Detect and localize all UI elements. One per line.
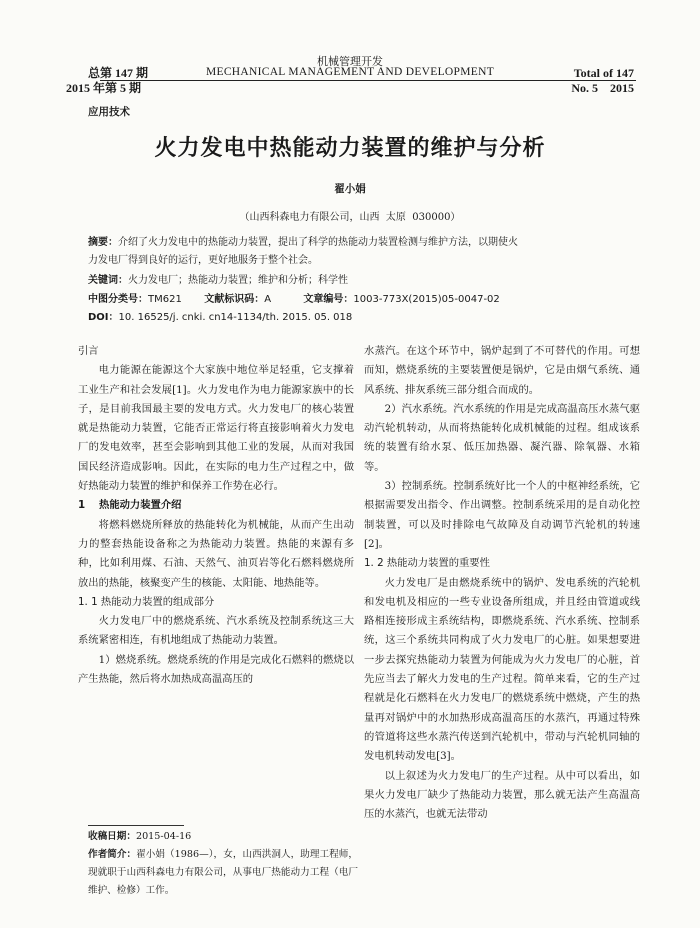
keywords-line <box>88 272 628 290</box>
intro-paragraph: 电力能源在能源这个大家族中地位举足轻重，它支撑着工业生产和社会发展[1]。火力发电作为电力能源家族中的长子，是目前我国最主要的发电方式。火力发电厂的核心装置就是热能动力装置，它能否正常运行将直接影响着火力发电厂的发电效率，甚至会影响到其他工业的发展，从而对我国国民经济造成影响。因此，在实际的电力生产过程之中，做好热能动力装置的维护和保养工作势在必行。 <box>78 364 354 493</box>
received-date <box>88 828 358 846</box>
abstract-line-1 <box>88 234 628 252</box>
author-bio-text: 翟小娟（1986—），女，山西洪洞人，助理工程师，现就职于山西科森电力有限公司，从事电厂热能动力工程（电厂维护、检修）工作。 <box>88 849 358 896</box>
right-column <box>364 342 640 824</box>
footnote-rule <box>88 825 184 826</box>
issue-total-en: Total of 147 <box>573 66 634 80</box>
clc-code: TM621 <box>148 294 182 305</box>
abstract-label: 摘要： <box>88 237 118 248</box>
steam-water-system-paragraph: 2）汽水系统。汽水系统的作用是完成高温高压水蒸气驱动汽轮机转动，从而将热能转化成机械能的过程。组成该系统的装置有给水泵、低压加热器、凝汽器、除氧器、水箱等。 <box>364 402 640 473</box>
section-label: 应用技术 <box>88 106 130 118</box>
doc-code: A <box>264 294 272 305</box>
keywords-text: 火力发电厂；热能动力装置；维护和分析；科学性 <box>128 275 348 286</box>
author-bio-label: 作者简介： <box>88 849 137 860</box>
production-process-paragraph: 以上叙述为火力发电厂的生产过程。从中可以看出，如果火力发电厂缺少了热能动力装置，那么就无法产生高温高压的水蒸汽，也就无法带动 <box>364 769 640 821</box>
keywords-label: 关键词： <box>88 275 128 286</box>
issue-number-en: No. 5 2015 <box>571 81 634 95</box>
section-1-1-paragraph: 火力发电厂中的燃烧系统、汽水系统及控制系统这三大系统紧密相连，有机地组成了热能动力装置。 <box>78 615 354 647</box>
section-1-2-paragraph: 火力发电厂是由燃烧系统中的锅炉、发电系统的汽轮机和发电机及相应的一些专业设备所组成，并且经由管道或线路相连接形成主系统结构，即燃烧系统、汽水系统、控制系统，这三个系统共同构成了火力发电厂的心脏。如果想要进一步去探究热能动力装置为何能成为火力发电厂的心脏，首先应当去了解火力发电的生产过程。简单来看，它的生产过程就是化石燃料在火力发电厂的燃烧系统中燃烧，产生的热量再对锅炉中的水加热形成高温高压的水蒸汽，再通过特殊的管道将这些水蒸汽传送到汽轮机中，带动与汽轮机同轴的发电机转动发电[3]。 <box>364 576 640 763</box>
abstract-line-2: 力发电厂得到良好的运行，更好地服务于整个社会。 <box>88 255 318 266</box>
clc-label: 中图分类号： <box>88 294 148 305</box>
received-value: 2015-04-16 <box>135 831 192 842</box>
received-label: 收稿日期： <box>88 831 136 842</box>
header-rule <box>100 80 636 81</box>
author-name: 翟小娟 <box>334 183 366 195</box>
article-number: 1003-773X(2015)05-0047-02 <box>353 294 500 305</box>
doi-line <box>88 309 628 327</box>
doi-value: 10. 16525/j. cnki. cn14-1134/th. 2015. 05. 018 <box>118 312 353 323</box>
section-1-paragraph: 将燃料燃烧所释放的热能转化为机械能，从而产生出动力的整套热能设备称之为热能动力装置。热能的来源有多种，比如利用煤、石油、天然气、油页岩等化石燃料燃烧所放出的热能，核聚变产生的核能、太阳能、地热能等。 <box>78 518 354 589</box>
control-system-paragraph: 3）控制系统。控制系统好比一个人的中枢神经系统，它根据需要发出指令、作出调整。控制系统采用的是自动化控制装置，可以及时排除电气故障及自动调节汽轮机的转速[2]。 <box>364 480 640 550</box>
section-1-1-heading: 1. 1 热能动力装置的组成部分 <box>78 595 215 608</box>
combustion-system-paragraph: 1）燃烧系统。燃烧系统的作用是完成化石燃料的燃烧以产生热能，然后将水加热成高温高压的 <box>78 653 354 686</box>
issue-number-cn: 2015 年第 5 期 <box>66 81 142 95</box>
issue-total-cn: 总第 147 期 <box>88 66 149 80</box>
classification-line <box>88 291 628 309</box>
doc-code-label: 文献标识码： <box>204 294 265 305</box>
abstract-text-1: 介绍了火力发电中的热能动力装置，提出了科学的热能动力装置检测与维护方法，以期使火 <box>118 237 518 248</box>
section-1-2-heading: 1. 2 热能动力装置的重要性 <box>364 557 490 570</box>
journal-title-cn: 机械管理开发 <box>317 55 383 68</box>
article-number-label: 文章编号： <box>303 294 354 305</box>
combustion-continued-paragraph: 水蒸汽。在这个环节中，锅炉起到了不可替代的作用。可想而知，燃烧系统的主要装置便是锅炉，它是由烟气系统、通风系统、排灰系统三部分组合而成的。 <box>364 345 640 396</box>
left-column <box>78 342 354 689</box>
article-title: 火力发电中热能动力装置的维护与分析 <box>154 136 546 161</box>
section-1-heading: 1 热能动力装置介绍 <box>78 499 182 512</box>
journal-title-en: MECHANICAL MANAGEMENT AND DEVELOPMENT <box>205 66 495 78</box>
intro-heading: 引言 <box>78 345 99 357</box>
doi-label: DOI： <box>88 312 119 323</box>
author-bio <box>88 846 358 900</box>
affiliation: （山西科森电力有限公司，山西 太原 030000） <box>239 212 461 223</box>
